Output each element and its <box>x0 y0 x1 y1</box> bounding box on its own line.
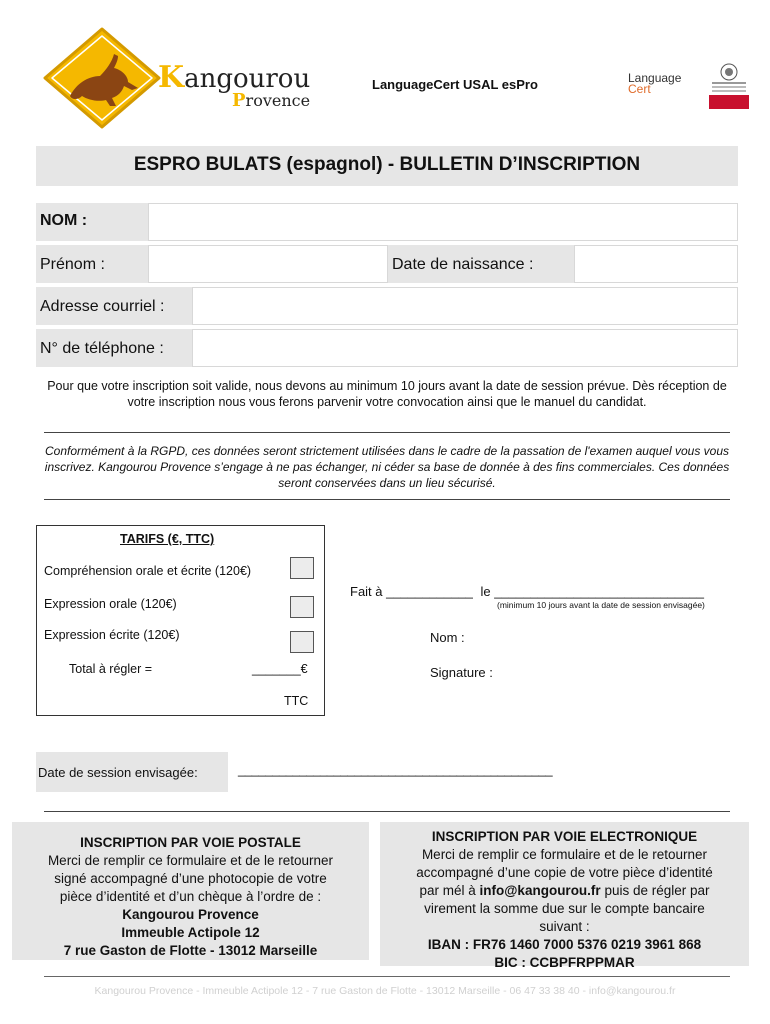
naissance-field[interactable] <box>574 245 738 283</box>
divider <box>44 432 730 433</box>
tarifs-box <box>36 525 325 716</box>
tarif-checkbox-expression-ecrite[interactable] <box>290 631 314 653</box>
page-title: ESPRO BULATS (espagnol) - BULLETIN D’INSCRIPTION <box>133 154 641 175</box>
tarif-item-label: Expression écrite (120€) <box>44 628 180 642</box>
exam-title: LanguageCert USAL esPro <box>372 77 538 92</box>
email-field[interactable] <box>192 287 738 325</box>
footer-address: Kangourou Provence - Immeuble Actipole 12 - 7 rue Gaston de Flotte - 13012 Marseille - 06 47 33 38 40 - info@kangourou.fr <box>94 985 676 997</box>
phone-field[interactable] <box>192 329 738 367</box>
tarifs-title: TARIFS (€, TTC) <box>120 532 215 546</box>
ttc-label: TTC <box>284 694 309 708</box>
validity-notice: Pour que votre inscription soit valide, nous devons au minimum 10 jours avant la date de session prévue. Dès réception de votre inscription nous vous ferons parvenir votre convocation ainsi que le manuel du candidat. <box>47 379 727 409</box>
total-value[interactable]: _______€ <box>252 662 308 676</box>
bic: BIC : CCBPFRPPMAR <box>494 955 635 970</box>
prenom-field[interactable] <box>148 245 388 283</box>
session-blank[interactable]: ______________________________________________ <box>238 762 553 777</box>
brand-subname: Provence <box>232 90 311 111</box>
divider <box>44 499 730 500</box>
total-label: Total à régler = <box>69 662 153 676</box>
nom-signature-label: Nom : <box>430 630 465 645</box>
date-blank[interactable]: _____________________________ <box>494 584 704 599</box>
email-label: Adresse courriel : <box>40 298 165 315</box>
fait-a-blank[interactable]: ____________ <box>386 584 473 599</box>
phone-label: N° de téléphone : <box>40 340 164 357</box>
rgpd-notice: Conformément à la RGPD, ces données seront strictement utilisées dans le cadre de la passation de l'examen auquel vous vous inscrivez. Kangourou Provence s’engage à ne pas échanger, ni céder sa base de donnée à des fins commerciales. Ces données seront conservées dans un lieu sécurisé. <box>44 444 730 490</box>
postal-title: INSCRIPTION PAR VOIE POSTALE <box>80 835 301 850</box>
divider <box>44 976 730 977</box>
brand-name: Kangourou <box>158 60 311 95</box>
naissance-label: Date de naissance : <box>392 256 534 273</box>
iban: IBAN : FR76 1460 7000 5376 0219 3961 868 <box>427 937 702 952</box>
tarif-checkbox-comprehension[interactable] <box>290 557 314 579</box>
signature-label: Signature : <box>430 665 493 680</box>
usal-seal-icon <box>706 62 752 112</box>
tarif-item-label: Expression orale (120€) <box>44 597 177 611</box>
nom-field[interactable] <box>148 203 738 241</box>
languagecert-logo: Language Cert <box>628 71 682 96</box>
date-note: (minimum 10 jours avant la date de session envisagée) <box>497 600 705 610</box>
electronic-title: INSCRIPTION PAR VOIE ELECTRONIQUE <box>431 829 698 844</box>
kangaroo-logo-icon <box>42 26 162 130</box>
email-link[interactable]: info@kangourou.fr <box>479 883 601 898</box>
electronic-section: INSCRIPTION PAR VOIE ELECTRONIQUE Merci de remplir ce formulaire et de le retourner accompagné d’une copie de votre pièce d’identité par mél à info@kangourou.fr puis de régler par virement la somme due sur le compte bancaire suivant : IBAN : FR76 1460 7000 5376 0219 3961 868 BIC : CCBPFRPPMAR <box>380 828 749 972</box>
divider <box>44 811 730 812</box>
tarif-item-label: Compréhension orale et écrite (120€) <box>44 564 252 578</box>
postal-section: INSCRIPTION PAR VOIE POSTALE Merci de remplir ce formulaire et de le retourner signé accompagné d’une photocopie de votre pièce d’identité et d’un chèque à l’ordre de : Kangourou Provence Immeuble Actipole 12 7 rue Gaston de Flotte - 13012 Marseille <box>12 834 369 960</box>
prenom-label: Prénom : <box>40 256 105 273</box>
fait-a-label: Fait à ____________ le _____________________________ <box>350 584 704 599</box>
nom-label: NOM : <box>40 212 88 229</box>
tarif-checkbox-expression-orale[interactable] <box>290 596 314 618</box>
session-label: Date de session envisagée: <box>38 765 198 780</box>
